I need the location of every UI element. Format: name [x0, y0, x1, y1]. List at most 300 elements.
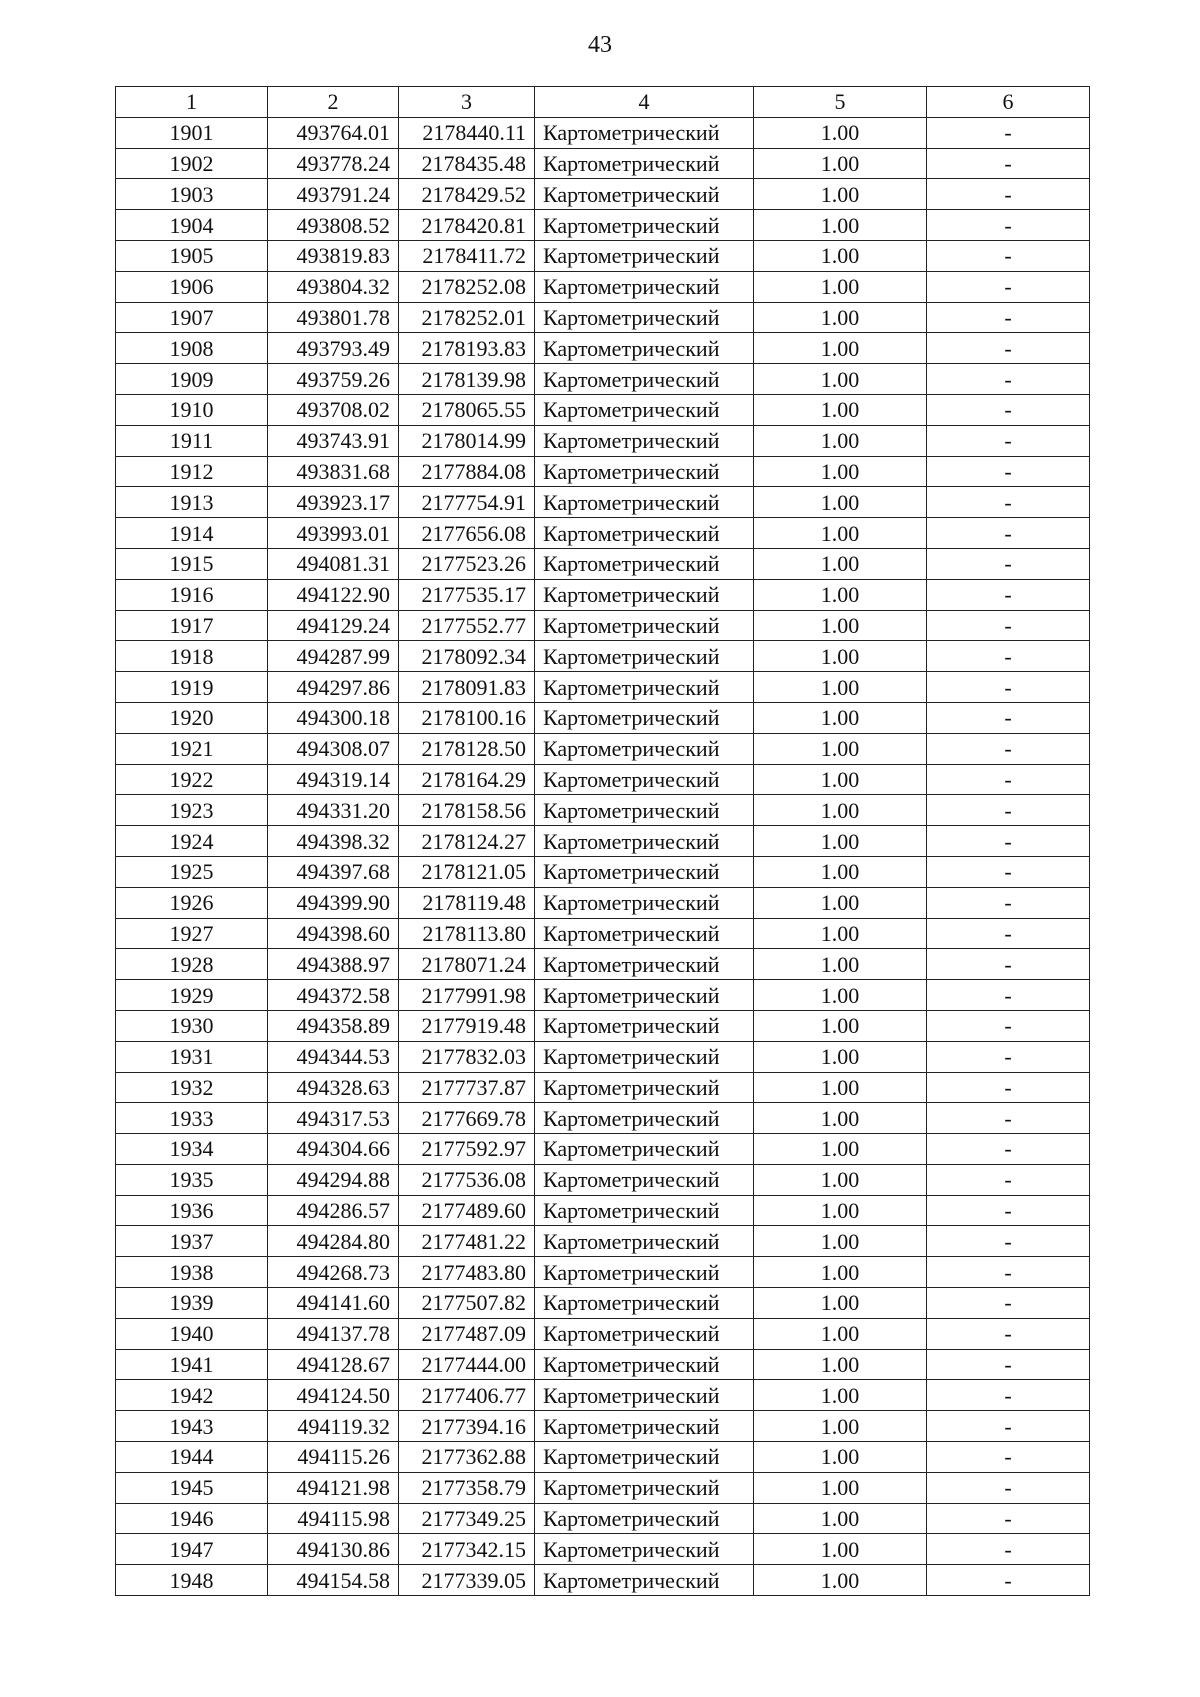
cell-y-coordinate: 2178429.52: [399, 179, 535, 210]
cell-accuracy: 1.00: [754, 1318, 927, 1349]
table-row: [116, 1534, 1090, 1565]
cell-note: -: [927, 1442, 1090, 1473]
cell-note: -: [927, 333, 1090, 364]
cell-y-coordinate: 2177406.77: [399, 1380, 535, 1411]
cell-x-coordinate: 494119.32: [268, 1411, 399, 1442]
table-row: [116, 733, 1090, 764]
cell-accuracy: 1.00: [754, 487, 927, 518]
table-row: [116, 425, 1090, 456]
cell-note: -: [927, 856, 1090, 887]
cell-method: Картометрический: [535, 1288, 754, 1319]
cell-method: Картометрический: [535, 1103, 754, 1134]
column-header-3: 3: [399, 87, 535, 118]
cell-x-coordinate: 493923.17: [268, 487, 399, 518]
cell-point-number: 1946: [116, 1503, 268, 1534]
cell-y-coordinate: 2178124.27: [399, 826, 535, 857]
cell-note: -: [927, 1103, 1090, 1134]
cell-accuracy: 1.00: [754, 117, 927, 148]
table-row: [116, 672, 1090, 703]
cell-x-coordinate: 494122.90: [268, 579, 399, 610]
cell-note: -: [927, 240, 1090, 271]
cell-accuracy: 1.00: [754, 764, 927, 795]
cell-y-coordinate: 2177991.98: [399, 980, 535, 1011]
cell-accuracy: 1.00: [754, 1072, 927, 1103]
cell-x-coordinate: 493778.24: [268, 148, 399, 179]
cell-method: Картометрический: [535, 1503, 754, 1534]
cell-accuracy: 1.00: [754, 456, 927, 487]
cell-note: -: [927, 980, 1090, 1011]
column-header-6: 6: [927, 87, 1090, 118]
cell-note: -: [927, 518, 1090, 549]
table-row: [116, 1195, 1090, 1226]
table-row: [116, 1503, 1090, 1534]
cell-point-number: 1921: [116, 733, 268, 764]
table-row: [116, 887, 1090, 918]
cell-y-coordinate: 2177358.79: [399, 1472, 535, 1503]
table-row: [116, 949, 1090, 980]
cell-note: -: [927, 456, 1090, 487]
table-row: [116, 240, 1090, 271]
cell-note: -: [927, 826, 1090, 857]
cell-x-coordinate: 494304.66: [268, 1134, 399, 1165]
cell-note: -: [927, 702, 1090, 733]
cell-note: -: [927, 672, 1090, 703]
table-row: [116, 302, 1090, 333]
table-row: [116, 826, 1090, 857]
cell-note: -: [927, 302, 1090, 333]
cell-point-number: 1948: [116, 1565, 268, 1596]
cell-point-number: 1917: [116, 610, 268, 641]
table-row: [116, 1565, 1090, 1596]
table-row: [116, 1288, 1090, 1319]
cell-x-coordinate: 493764.01: [268, 117, 399, 148]
cell-y-coordinate: 2178100.16: [399, 702, 535, 733]
cell-y-coordinate: 2177489.60: [399, 1195, 535, 1226]
cell-x-coordinate: 494399.90: [268, 887, 399, 918]
cell-point-number: 1935: [116, 1164, 268, 1195]
cell-y-coordinate: 2177669.78: [399, 1103, 535, 1134]
cell-accuracy: 1.00: [754, 733, 927, 764]
cell-accuracy: 1.00: [754, 795, 927, 826]
cell-point-number: 1942: [116, 1380, 268, 1411]
table-row: [116, 364, 1090, 395]
cell-note: -: [927, 394, 1090, 425]
cell-y-coordinate: 2177342.15: [399, 1534, 535, 1565]
cell-method: Картометрический: [535, 610, 754, 641]
cell-x-coordinate: 494154.58: [268, 1565, 399, 1596]
cell-x-coordinate: 493791.24: [268, 179, 399, 210]
cell-point-number: 1944: [116, 1442, 268, 1473]
cell-method: Картометрический: [535, 795, 754, 826]
cell-accuracy: 1.00: [754, 394, 927, 425]
cell-point-number: 1940: [116, 1318, 268, 1349]
cell-method: Картометрический: [535, 394, 754, 425]
cell-method: Картометрический: [535, 1195, 754, 1226]
cell-accuracy: 1.00: [754, 1041, 927, 1072]
cell-x-coordinate: 494294.88: [268, 1164, 399, 1195]
cell-y-coordinate: 2178119.48: [399, 887, 535, 918]
column-header-5: 5: [754, 87, 927, 118]
cell-point-number: 1914: [116, 518, 268, 549]
cell-accuracy: 1.00: [754, 210, 927, 241]
cell-x-coordinate: 494141.60: [268, 1288, 399, 1319]
cell-point-number: 1918: [116, 641, 268, 672]
cell-x-coordinate: 494328.63: [268, 1072, 399, 1103]
cell-point-number: 1941: [116, 1349, 268, 1380]
cell-y-coordinate: 2177394.16: [399, 1411, 535, 1442]
cell-x-coordinate: 494287.99: [268, 641, 399, 672]
cell-method: Картометрический: [535, 1010, 754, 1041]
cell-accuracy: 1.00: [754, 1010, 927, 1041]
table-row: [116, 394, 1090, 425]
cell-method: Картометрический: [535, 117, 754, 148]
cell-y-coordinate: 2178065.55: [399, 394, 535, 425]
cell-point-number: 1920: [116, 702, 268, 733]
cell-note: -: [927, 1472, 1090, 1503]
cell-method: Картометрический: [535, 856, 754, 887]
table-row: [116, 1103, 1090, 1134]
cell-note: -: [927, 1134, 1090, 1165]
cell-point-number: 1928: [116, 949, 268, 980]
cell-x-coordinate: 494308.07: [268, 733, 399, 764]
cell-note: -: [927, 918, 1090, 949]
cell-note: -: [927, 795, 1090, 826]
cell-point-number: 1911: [116, 425, 268, 456]
cell-method: Картометрический: [535, 1134, 754, 1165]
cell-method: Картометрический: [535, 1565, 754, 1596]
cell-x-coordinate: 494130.86: [268, 1534, 399, 1565]
column-header-1: 1: [116, 87, 268, 118]
cell-x-coordinate: 493804.32: [268, 271, 399, 302]
cell-y-coordinate: 2178128.50: [399, 733, 535, 764]
cell-accuracy: 1.00: [754, 887, 927, 918]
cell-x-coordinate: 493801.78: [268, 302, 399, 333]
column-header-4: 4: [535, 87, 754, 118]
cell-y-coordinate: 2177523.26: [399, 548, 535, 579]
cell-note: -: [927, 1257, 1090, 1288]
cell-method: Картометрический: [535, 672, 754, 703]
cell-method: Картометрический: [535, 456, 754, 487]
cell-point-number: 1907: [116, 302, 268, 333]
table-row: [116, 641, 1090, 672]
cell-point-number: 1933: [116, 1103, 268, 1134]
cell-x-coordinate: 494319.14: [268, 764, 399, 795]
cell-method: Картометрический: [535, 1472, 754, 1503]
table-header: [116, 87, 1090, 118]
cell-method: Картометрический: [535, 1041, 754, 1072]
cell-method: Картометрический: [535, 733, 754, 764]
cell-accuracy: 1.00: [754, 518, 927, 549]
table-body: [116, 117, 1090, 1595]
cell-x-coordinate: 494331.20: [268, 795, 399, 826]
cell-y-coordinate: 2177481.22: [399, 1226, 535, 1257]
cell-method: Картометрический: [535, 764, 754, 795]
cell-accuracy: 1.00: [754, 856, 927, 887]
cell-y-coordinate: 2177487.09: [399, 1318, 535, 1349]
cell-y-coordinate: 2178420.81: [399, 210, 535, 241]
cell-method: Картометрический: [535, 1380, 754, 1411]
cell-x-coordinate: 494344.53: [268, 1041, 399, 1072]
cell-accuracy: 1.00: [754, 1226, 927, 1257]
cell-x-coordinate: 494129.24: [268, 610, 399, 641]
cell-y-coordinate: 2178252.01: [399, 302, 535, 333]
cell-note: -: [927, 1164, 1090, 1195]
cell-x-coordinate: 494115.26: [268, 1442, 399, 1473]
cell-note: -: [927, 1380, 1090, 1411]
cell-accuracy: 1.00: [754, 579, 927, 610]
cell-note: -: [927, 364, 1090, 395]
cell-accuracy: 1.00: [754, 425, 927, 456]
table-row: [116, 579, 1090, 610]
table-row: [116, 1349, 1090, 1380]
table-row: [116, 1041, 1090, 1072]
cell-note: -: [927, 1349, 1090, 1380]
table-row: [116, 487, 1090, 518]
cell-note: -: [927, 641, 1090, 672]
cell-x-coordinate: 494398.32: [268, 826, 399, 857]
cell-x-coordinate: 494317.53: [268, 1103, 399, 1134]
cell-method: Картометрический: [535, 826, 754, 857]
cell-note: -: [927, 1041, 1090, 1072]
cell-method: Картометрический: [535, 1349, 754, 1380]
cell-point-number: 1922: [116, 764, 268, 795]
cell-accuracy: 1.00: [754, 364, 927, 395]
cell-method: Картометрический: [535, 1534, 754, 1565]
cell-point-number: 1908: [116, 333, 268, 364]
cell-point-number: 1927: [116, 918, 268, 949]
cell-accuracy: 1.00: [754, 672, 927, 703]
table-row: [116, 1318, 1090, 1349]
cell-method: Картометрический: [535, 364, 754, 395]
cell-accuracy: 1.00: [754, 1565, 927, 1596]
cell-x-coordinate: 494121.98: [268, 1472, 399, 1503]
cell-note: -: [927, 579, 1090, 610]
cell-note: -: [927, 210, 1090, 241]
cell-y-coordinate: 2177754.91: [399, 487, 535, 518]
cell-point-number: 1903: [116, 179, 268, 210]
cell-point-number: 1902: [116, 148, 268, 179]
cell-x-coordinate: 494358.89: [268, 1010, 399, 1041]
cell-method: Картометрический: [535, 548, 754, 579]
cell-accuracy: 1.00: [754, 1472, 927, 1503]
cell-point-number: 1910: [116, 394, 268, 425]
cell-x-coordinate: 493793.49: [268, 333, 399, 364]
cell-note: -: [927, 764, 1090, 795]
cell-y-coordinate: 2177536.08: [399, 1164, 535, 1195]
cell-y-coordinate: 2178193.83: [399, 333, 535, 364]
table-row: [116, 702, 1090, 733]
cell-point-number: 1947: [116, 1534, 268, 1565]
cell-method: Картометрический: [535, 1318, 754, 1349]
page-number: 43: [588, 32, 612, 58]
cell-y-coordinate: 2178113.80: [399, 918, 535, 949]
cell-point-number: 1912: [116, 456, 268, 487]
cell-x-coordinate: 494297.86: [268, 672, 399, 703]
cell-method: Картометрический: [535, 425, 754, 456]
table-row: [116, 1164, 1090, 1195]
column-header-2: 2: [268, 87, 399, 118]
table-row: [116, 456, 1090, 487]
cell-accuracy: 1.00: [754, 918, 927, 949]
cell-method: Картометрический: [535, 179, 754, 210]
cell-accuracy: 1.00: [754, 1534, 927, 1565]
cell-y-coordinate: 2178158.56: [399, 795, 535, 826]
cell-x-coordinate: 493831.68: [268, 456, 399, 487]
cell-point-number: 1919: [116, 672, 268, 703]
cell-x-coordinate: 494081.31: [268, 548, 399, 579]
cell-y-coordinate: 2178440.11: [399, 117, 535, 148]
cell-y-coordinate: 2178014.99: [399, 425, 535, 456]
cell-x-coordinate: 494115.98: [268, 1503, 399, 1534]
cell-x-coordinate: 494286.57: [268, 1195, 399, 1226]
cell-point-number: 1931: [116, 1041, 268, 1072]
cell-y-coordinate: 2177362.88: [399, 1442, 535, 1473]
table-row: [116, 1442, 1090, 1473]
table-row: [116, 1134, 1090, 1165]
table-row: [116, 1010, 1090, 1041]
cell-x-coordinate: 493808.52: [268, 210, 399, 241]
cell-method: Картометрический: [535, 1257, 754, 1288]
cell-accuracy: 1.00: [754, 1134, 927, 1165]
cell-note: -: [927, 548, 1090, 579]
table-row: [116, 610, 1090, 641]
cell-point-number: 1936: [116, 1195, 268, 1226]
cell-y-coordinate: 2178435.48: [399, 148, 535, 179]
cell-accuracy: 1.00: [754, 949, 927, 980]
cell-point-number: 1905: [116, 240, 268, 271]
cell-accuracy: 1.00: [754, 302, 927, 333]
cell-accuracy: 1.00: [754, 641, 927, 672]
cell-accuracy: 1.00: [754, 702, 927, 733]
cell-method: Картометрический: [535, 333, 754, 364]
cell-point-number: 1909: [116, 364, 268, 395]
cell-method: Картометрический: [535, 240, 754, 271]
cell-method: Картометрический: [535, 1072, 754, 1103]
header-row: [116, 87, 1090, 118]
cell-accuracy: 1.00: [754, 271, 927, 302]
cell-y-coordinate: 2177884.08: [399, 456, 535, 487]
table-row: [116, 518, 1090, 549]
cell-method: Картометрический: [535, 1442, 754, 1473]
cell-y-coordinate: 2177737.87: [399, 1072, 535, 1103]
cell-note: -: [927, 1565, 1090, 1596]
cell-method: Картометрический: [535, 1164, 754, 1195]
cell-point-number: 1932: [116, 1072, 268, 1103]
cell-point-number: 1913: [116, 487, 268, 518]
cell-accuracy: 1.00: [754, 179, 927, 210]
cell-y-coordinate: 2178071.24: [399, 949, 535, 980]
table-row: [116, 148, 1090, 179]
cell-x-coordinate: 493819.83: [268, 240, 399, 271]
cell-note: -: [927, 1318, 1090, 1349]
cell-accuracy: 1.00: [754, 1349, 927, 1380]
cell-note: -: [927, 1411, 1090, 1442]
cell-accuracy: 1.00: [754, 1164, 927, 1195]
cell-y-coordinate: 2177552.77: [399, 610, 535, 641]
table-row: [116, 179, 1090, 210]
cell-y-coordinate: 2178411.72: [399, 240, 535, 271]
cell-method: Картометрический: [535, 641, 754, 672]
cell-note: -: [927, 117, 1090, 148]
cell-accuracy: 1.00: [754, 980, 927, 1011]
cell-y-coordinate: 2178252.08: [399, 271, 535, 302]
cell-x-coordinate: 494268.73: [268, 1257, 399, 1288]
cell-y-coordinate: 2178164.29: [399, 764, 535, 795]
cell-method: Картометрический: [535, 1411, 754, 1442]
cell-note: -: [927, 1010, 1090, 1041]
cell-x-coordinate: 494300.18: [268, 702, 399, 733]
cell-point-number: 1939: [116, 1288, 268, 1319]
table-row: [116, 1072, 1090, 1103]
cell-note: -: [927, 271, 1090, 302]
cell-y-coordinate: 2177339.05: [399, 1565, 535, 1596]
cell-y-coordinate: 2177592.97: [399, 1134, 535, 1165]
cell-note: -: [927, 887, 1090, 918]
cell-x-coordinate: 493743.91: [268, 425, 399, 456]
cell-method: Картометрический: [535, 302, 754, 333]
table-row: [116, 795, 1090, 826]
cell-y-coordinate: 2178139.98: [399, 364, 535, 395]
table-row: [116, 333, 1090, 364]
cell-method: Картометрический: [535, 949, 754, 980]
table-row: [116, 548, 1090, 579]
table-row: [116, 980, 1090, 1011]
cell-accuracy: 1.00: [754, 1288, 927, 1319]
cell-point-number: 1916: [116, 579, 268, 610]
cell-y-coordinate: 2178121.05: [399, 856, 535, 887]
cell-point-number: 1930: [116, 1010, 268, 1041]
cell-accuracy: 1.00: [754, 240, 927, 271]
cell-method: Картометрический: [535, 271, 754, 302]
cell-y-coordinate: 2177349.25: [399, 1503, 535, 1534]
cell-method: Картометрический: [535, 1226, 754, 1257]
cell-accuracy: 1.00: [754, 1380, 927, 1411]
cell-accuracy: 1.00: [754, 1411, 927, 1442]
cell-y-coordinate: 2177483.80: [399, 1257, 535, 1288]
cell-point-number: 1945: [116, 1472, 268, 1503]
cell-point-number: 1937: [116, 1226, 268, 1257]
cell-accuracy: 1.00: [754, 1103, 927, 1134]
cell-note: -: [927, 1503, 1090, 1534]
table-row: [116, 1411, 1090, 1442]
cell-method: Картометрический: [535, 887, 754, 918]
cell-note: -: [927, 1288, 1090, 1319]
cell-point-number: 1938: [116, 1257, 268, 1288]
cell-accuracy: 1.00: [754, 826, 927, 857]
cell-method: Картометрический: [535, 148, 754, 179]
table-row: [116, 1380, 1090, 1411]
cell-accuracy: 1.00: [754, 1503, 927, 1534]
cell-accuracy: 1.00: [754, 148, 927, 179]
cell-x-coordinate: 493759.26: [268, 364, 399, 395]
table-row: [116, 210, 1090, 241]
table-row: [116, 1226, 1090, 1257]
cell-point-number: 1923: [116, 795, 268, 826]
cell-x-coordinate: 494124.50: [268, 1380, 399, 1411]
cell-accuracy: 1.00: [754, 1195, 927, 1226]
cell-note: -: [927, 1195, 1090, 1226]
cell-y-coordinate: 2178091.83: [399, 672, 535, 703]
cell-point-number: 1901: [116, 117, 268, 148]
cell-x-coordinate: 494284.80: [268, 1226, 399, 1257]
cell-note: -: [927, 179, 1090, 210]
cell-note: -: [927, 949, 1090, 980]
cell-accuracy: 1.00: [754, 548, 927, 579]
table-row: [116, 856, 1090, 887]
cell-y-coordinate: 2177444.00: [399, 1349, 535, 1380]
cell-point-number: 1934: [116, 1134, 268, 1165]
cell-y-coordinate: 2177919.48: [399, 1010, 535, 1041]
